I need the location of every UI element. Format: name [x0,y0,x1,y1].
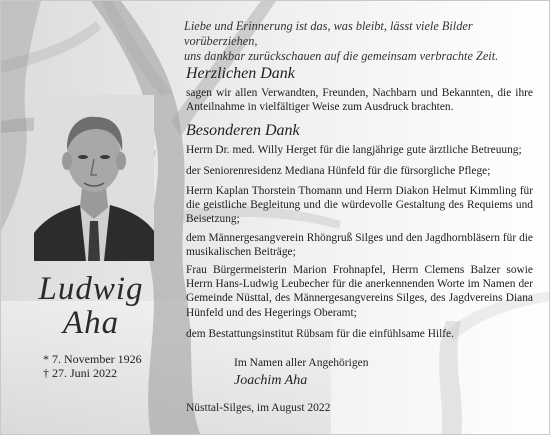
thanks-heading: Herzlichen Dank [186,65,295,82]
special-thanks-item: Herrn Kaplan Thorstein Thomann und Herrn Diakon Helmut Kimmling für die geistliche Begleitung und die würdevolle Gestaltung des Requiems und Beisetzung; [186,185,533,226]
special-thanks-heading: Besonderen Dank [186,122,300,139]
deceased-last-name: Aha [62,305,120,341]
special-thanks-item: der Seniorenresidenz Mediana Hünfeld für die fürsorgliche Pflege; [186,165,491,177]
birth-date: * 7. November 1926 [43,352,142,366]
special-thanks-item: Frau Bürgermeisterin Marion Frohnapfel, Herrn Clemens Balzer sowie Herrn Hans-Ludwig Leubecher für die anerkennenden Worte im Namen der Gemeinde Nüsttal, des Männergesangvereins Silges, des Jagdvereins Diana Hünfeld und des Hegerings Oberamt; [186,264,533,319]
place-date: Nüsttal-Silges, im August 2022 [186,402,331,414]
signature-intro: Im Namen aller Angehörigen [234,357,369,369]
special-thanks-item: dem Männergesangverein Rhöngruß Silges und den Jagdhornbläsern für die musikalischen Beiträge; [186,232,533,259]
thanks-text: sagen wir allen Verwandten, Freunden, Nachbarn und Bekannten, die ihre Anteilnahme in vielfältiger Weise zum Ausdruck brachten. [186,87,533,114]
signature-name: Joachim Aha [234,373,308,388]
death-date: † 27. Juni 2022 [43,366,118,380]
portrait-illustration [34,95,154,261]
special-thanks-item: dem Bestattungsinstitut Rübsam für die einfühlsame Hilfe. [186,328,454,340]
intro-line-2: uns dankbar zurückschauen auf die gemeinsam verbrachte Zeit. [184,49,499,63]
portrait-photo [34,95,154,261]
deceased-first-name: Ludwig [38,271,144,307]
special-thanks-item: Herrn Dr. med. Willy Herget für die langjährige gute ärztliche Betreuung; [186,144,522,156]
intro-line-1: Liebe und Erinnerung ist das, was bleibt, lässt viele Bilder vorüberziehen, [184,19,473,48]
intro-quote [184,19,534,64]
